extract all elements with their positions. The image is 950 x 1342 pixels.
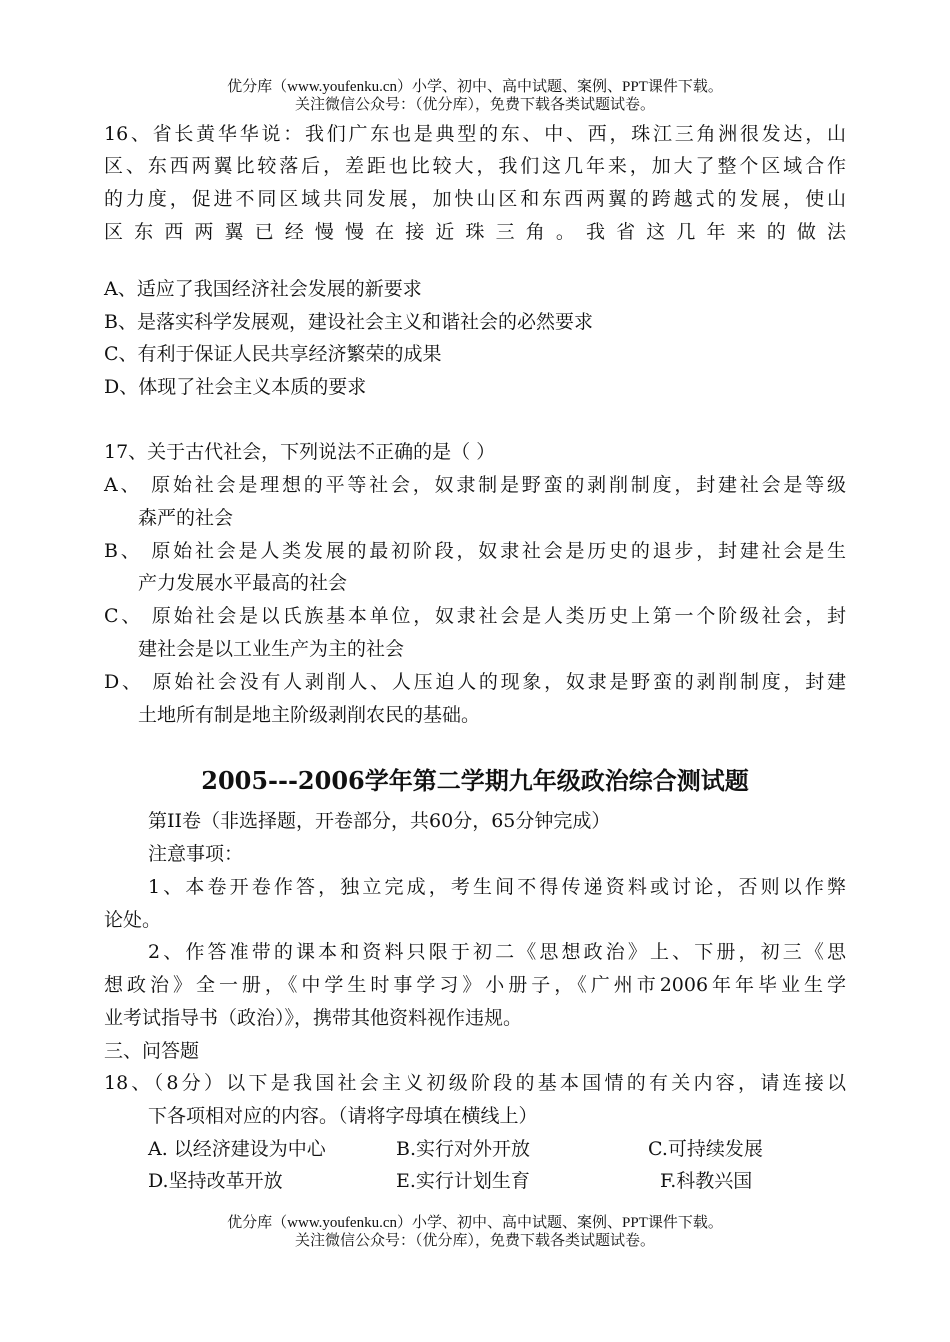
q18-choice-d: D.坚持改革开放 (148, 1170, 283, 1192)
q18-choice-a: A. 以经济建设为中心 (148, 1138, 326, 1160)
q17-option-b-line1: B、 原始社会是人类发展的最初阶段，奴隶社会是历史的退步，封建社会是生 (104, 540, 846, 562)
note-1-line2: 论处。 (104, 909, 162, 931)
header-line-1: 优分库（www.youfenku.cn）小学、初中、高中试题、案例、PPT课件下载。 (227, 79, 723, 95)
q16-line-2: 区、东西两翼比较落后，差距也比较大，我们这几年来，加大了整个区域合作 (104, 155, 846, 177)
q17-option-c-line2: 建社会是以工业生产为主的社会 (138, 638, 405, 660)
q16-line-4: 区 东 西 两 翼 已 经 慢 慢 在 接 近 珠 三 角 。 我 省 这 几 年 来 的 做 法 (104, 221, 846, 243)
q17-option-d-line1: D、 原始社会没有人剥削人、人压迫人的现象，奴隶是野蛮的剥削制度，封建 (104, 671, 846, 693)
q18-choice-c: C.可持续发展 (648, 1138, 763, 1160)
q18-choice-b: B.实行对外开放 (396, 1138, 531, 1160)
section-subtitle: 第II卷（非选择题，开卷部分，共60分，65分钟完成） (148, 810, 611, 832)
note-2-line1: 2、作答准带的课本和资料只限于初二《思想政治》上、下册，初三《思 (148, 941, 846, 963)
q17-option-a-line2: 森严的社会 (138, 507, 234, 529)
page-footer (0, 1214, 950, 1250)
footer-line-2: 关注微信公众号：（优分库），免费下载各类试题试卷。 (294, 1233, 655, 1249)
q16-option-c: C、有利于保证人民共享经济繁荣的成果 (104, 343, 442, 365)
page-header (0, 78, 950, 114)
q18-choice-f: F.科教兴国 (660, 1170, 753, 1192)
q18-choice-e: E.实行计划生育 (396, 1170, 530, 1192)
q18-line-1: 18、（8分）以下是我国社会主义初级阶段的基本国情的有关内容，请连接以 (104, 1072, 846, 1094)
note-1-line1: 1、本卷开卷作答，独立完成，考生间不得传递资料或讨论，否则以作弊 (148, 876, 846, 898)
q16-option-a: A、适应了我国经济社会发展的新要求 (104, 278, 422, 300)
q16-option-d: D、体现了社会主义本质的要求 (104, 376, 367, 398)
header-line-2: 关注微信公众号：（优分库），免费下载各类试题试卷。 (294, 97, 655, 113)
q17-option-d-line2: 土地所有制是地主阶级剥削农民的基础。 (138, 704, 481, 726)
q18-line-2: 下各项相对应的内容。（请将字母填在横线上） (148, 1105, 538, 1127)
q17-option-a-line1: A、 原始社会是理想的平等社会，奴隶制是野蛮的剥削制度，封建社会是等级 (104, 474, 846, 496)
note-2-line2: 想政治》全一册，《中学生时事学习》小册子，《广州市2006年年毕业生学 (104, 974, 846, 996)
part-3-heading: 三、问答题 (104, 1040, 200, 1062)
section-title: 2005---2006学年第二学期九年级政治综合测试题 (201, 766, 749, 795)
q16-option-b: B、是落实科学发展观，建设社会主义和谐社会的必然要求 (104, 311, 593, 333)
q17-stem: 17、关于古代社会，下列说法不正确的是（ ） (104, 441, 496, 463)
q17-option-b-line2: 产力发展水平最高的社会 (138, 572, 348, 594)
q17-option-c-line1: C、 原始社会是以氏族基本单位，奴隶社会是人类历史上第一个阶级社会，封 (104, 605, 846, 627)
note-2-line3: 业考试指导书（政治）》，携带其他资料视作违规。 (104, 1007, 523, 1029)
footer-line-1: 优分库（www.youfenku.cn）小学、初中、高中试题、案例、PPT课件下载。 (227, 1215, 723, 1231)
q16-line-3: 的力度，促进不同区域共同发展，加快山区和东西两翼的跨越式的发展，使山 (104, 188, 846, 210)
q16-line-1: 16、省长黄华华说：我们广东也是典型的东、中、西，珠江三角洲很发达，山 (104, 123, 846, 145)
notes-heading: 注意事项： (148, 843, 244, 865)
